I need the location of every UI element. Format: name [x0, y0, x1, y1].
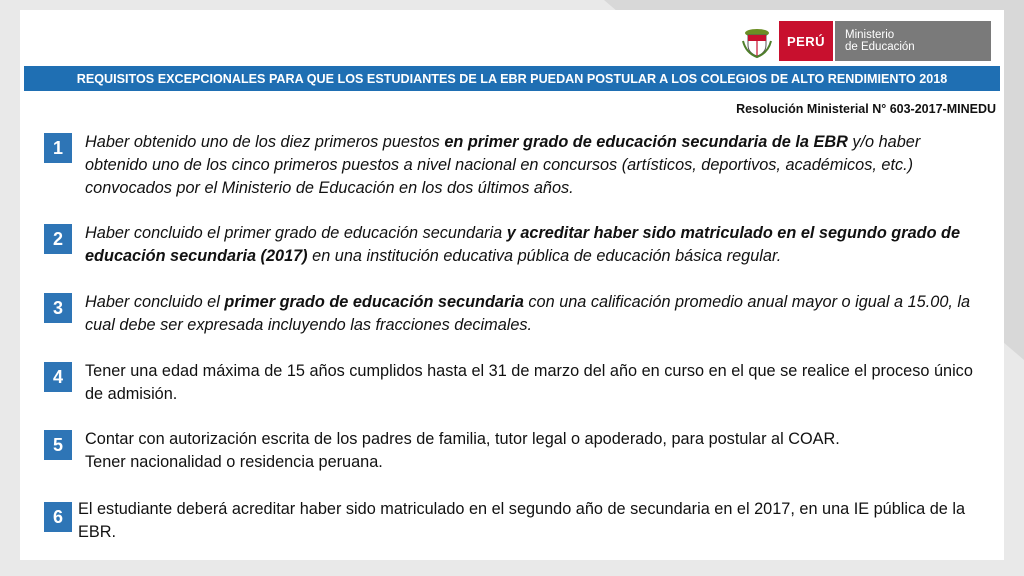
- text-part: Haber concluido el primer grado de educación secundaria: [85, 224, 507, 242]
- minedu-logo: [735, 21, 991, 61]
- requirement-text: [85, 131, 985, 200]
- peru-label: PERÚ: [779, 21, 833, 61]
- requirement-text: Tener una edad máxima de 15 años cumplidos hasta el 31 de marzo del año en curso en el que se realice el proceso único de admisión.: [85, 362, 973, 403]
- requirement-text: [85, 291, 985, 337]
- requirement-4: [44, 360, 985, 406]
- requirement-text: El estudiante deberá acreditar haber sido matriculado en el segundo año de secundaria en el 2017, en una IE pública de la EBR.: [78, 500, 966, 541]
- text-part: con una calificación promedio anual mayor o igual a 15.00, la cual debe ser expresada incluyendo las fracciones decimales.: [85, 293, 971, 334]
- ministerio-line2: de Educación: [845, 41, 915, 53]
- requirement-number: 1: [44, 133, 72, 163]
- text-part: en una institución educativa pública de educación básica regular.: [307, 247, 782, 265]
- requirement-3: [44, 291, 985, 337]
- title-banner: REQUISITOS EXCEPCIONALES PARA QUE LOS ESTUDIANTES DE LA EBR PUEDAN POSTULAR A LOS COLEGIOS DE ALTO RENDIMIENTO 2018: [24, 66, 1000, 91]
- requirement-2: [44, 222, 985, 268]
- slide: [20, 10, 1004, 560]
- text-part: Haber obtenido uno de los diez primeros puestos: [85, 133, 445, 151]
- requirement-5: [44, 428, 985, 474]
- text-line: Tener nacionalidad o residencia peruana.: [85, 453, 383, 471]
- text-bold: y acreditar haber sido matriculado en el segundo grado de educación secundaria (2017): [85, 224, 961, 265]
- ministerio-line1: Ministerio: [845, 29, 895, 41]
- text-bold: en primer grado de educación secundaria de la EBR: [444, 133, 848, 151]
- resolution-reference: Resolución Ministerial N° 603-2017-MINEDU: [736, 102, 996, 116]
- requirement-number: 5: [44, 430, 72, 460]
- ministerio-label: [833, 21, 991, 61]
- requirement-number: 6: [44, 502, 72, 532]
- requirement-number: 2: [44, 224, 72, 254]
- requirement-number: 4: [44, 362, 72, 392]
- requirement-text: [85, 428, 985, 474]
- requirement-text: [85, 222, 985, 268]
- coat-of-arms-icon: [735, 21, 779, 61]
- text-part: y/o haber obtenido uno de los cinco primeros puestos a nivel nacional en concursos (artísticos, deportivos, académicos, etc.) convocados por el Ministerio de Educación en los dos últimos años.: [85, 133, 921, 197]
- requirement-number: 3: [44, 293, 72, 323]
- text-bold: primer grado de educación secundaria: [224, 293, 524, 311]
- requirement-6: [44, 498, 978, 544]
- requirement-1: [44, 131, 985, 200]
- text-part: Haber concluido el: [85, 293, 225, 311]
- text-line: Contar con autorización escrita de los padres de familia, tutor legal o apoderado, para postular al COAR.: [85, 430, 840, 448]
